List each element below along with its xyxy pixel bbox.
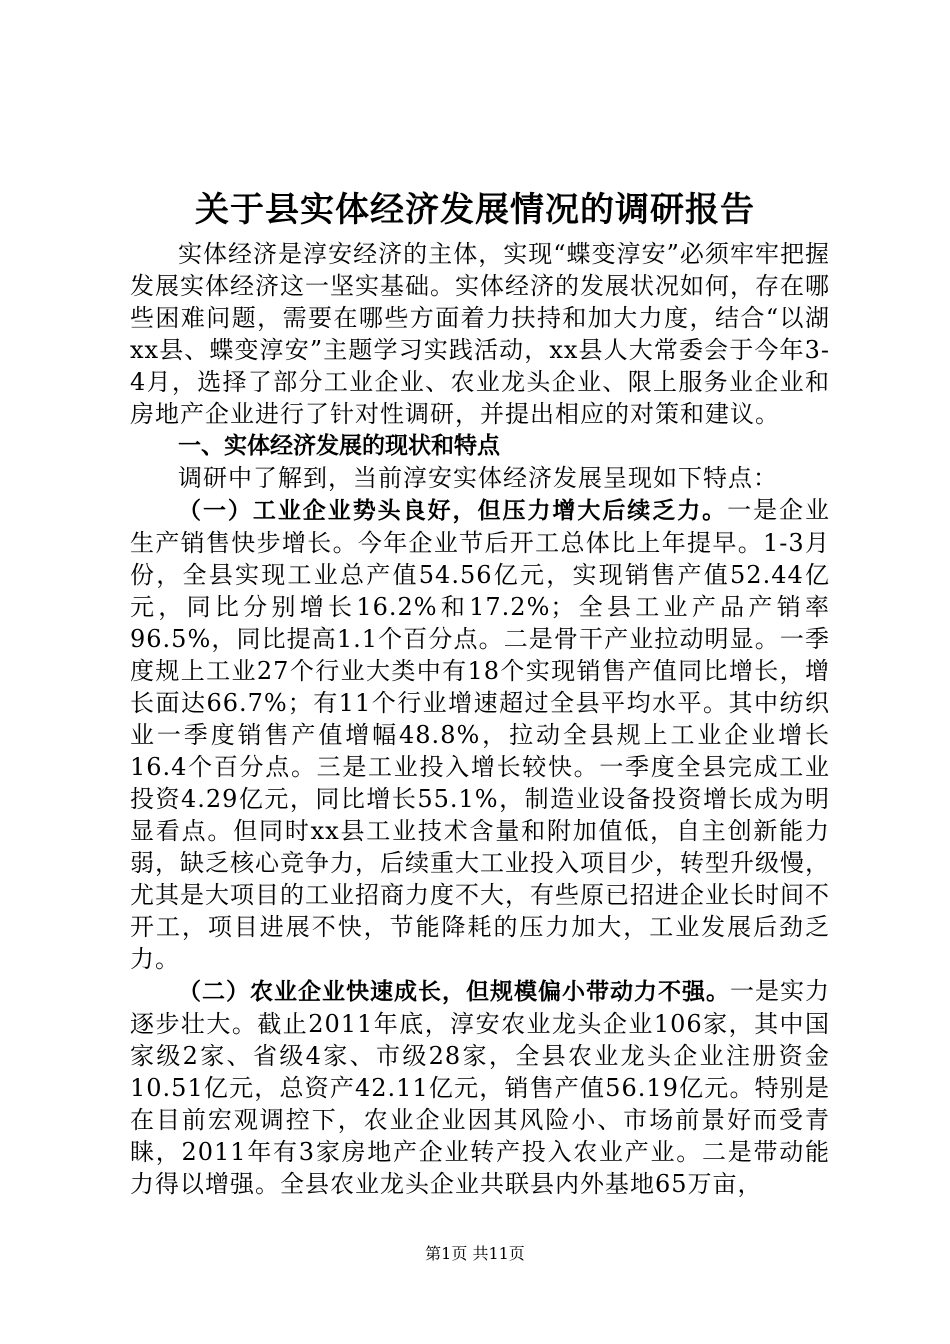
document-body	[130, 238, 830, 1200]
subsection-1-lead: （一）工业企业势头良好，但压力增大后续乏力。	[178, 498, 728, 524]
subsection-2-lead: （二）农业企业快速成长，但规模偏小带动力不强。	[178, 979, 730, 1005]
subsection-1-paragraph	[130, 494, 830, 975]
subsection-2-paragraph	[130, 975, 830, 1200]
intro-paragraph: 实体经济是淳安经济的主体，实现“蝶变淳安”必须牢牢把握发展实体经济这一坚实基础。实体经济的发展状况如何，存在哪些困难问题，需要在哪些方面着力扶持和加大力度，结合“以湖xx县、蝶变淳安”主题学习实践活动，xx县人大常委会于今年3-4月，选择了部分工业企业、农业龙头企业、限上服务业企业和房地产企业进行了针对性调研，并提出相应的对策和建议。	[130, 240, 830, 428]
document-title: 关于县实体经济发展情况的调研报告	[195, 190, 755, 230]
section-heading: 一、实体经济发展的现状和特点	[178, 433, 500, 459]
subsection-1-text: 一是企业生产销售快步增长。今年企业节后开工总体比上年提早。1-3月份，全县实现工业总产值54.56亿元，实现销售产值52.44亿元，同比分别增长16.2%和17.2%；全县工业产品产销率96.5%，同比提高1.1个百分点。二是骨干产业拉动明显。一季度规上工业27个行业大类中有18个实现销售产值同比增长，增长面达66.7%；有11个行业增速超过全县平均水平。其中纺织业一季度销售产值增幅48.8%，拉动全县规上工业企业增长16.4个百分点。三是工业投入增长较快。一季度全县完成工业投资4.29亿元，同比增长55.1%，制造业设备投资增长成为明显看点。但同时xx县工业技术含量和附加值低，自主创新能力弱，缺乏核心竞争力，后续重大工业投入项目少，转型升级慢，尤其是大项目的工业招商力度不大，有些原已招进企业长时间不开工，项目进展不快，节能降耗的压力加大，工业发展后劲乏力。	[130, 496, 831, 973]
page-footer: 第1页 共11页	[425, 1244, 525, 1263]
subsection-2-text: 一是实力逐步壮大。截止2011年底，淳安农业龙头企业106家，其中国家级2家、省级4家、市级28家，全县农业龙头企业注册资金10.51亿元，总资产42.11亿元，销售产值56.19亿元。特别是在目前宏观调控下，农业企业因其风险小、市场前景好而受青睐，2011年有3家房地产企业转产投入农业产业。二是带动能力得以增强。全县农业龙头企业共联县内外基地65万亩，	[130, 977, 830, 1198]
section-intro-paragraph: 调研中了解到，当前淳安实体经济发展呈现如下特点：	[178, 464, 778, 492]
